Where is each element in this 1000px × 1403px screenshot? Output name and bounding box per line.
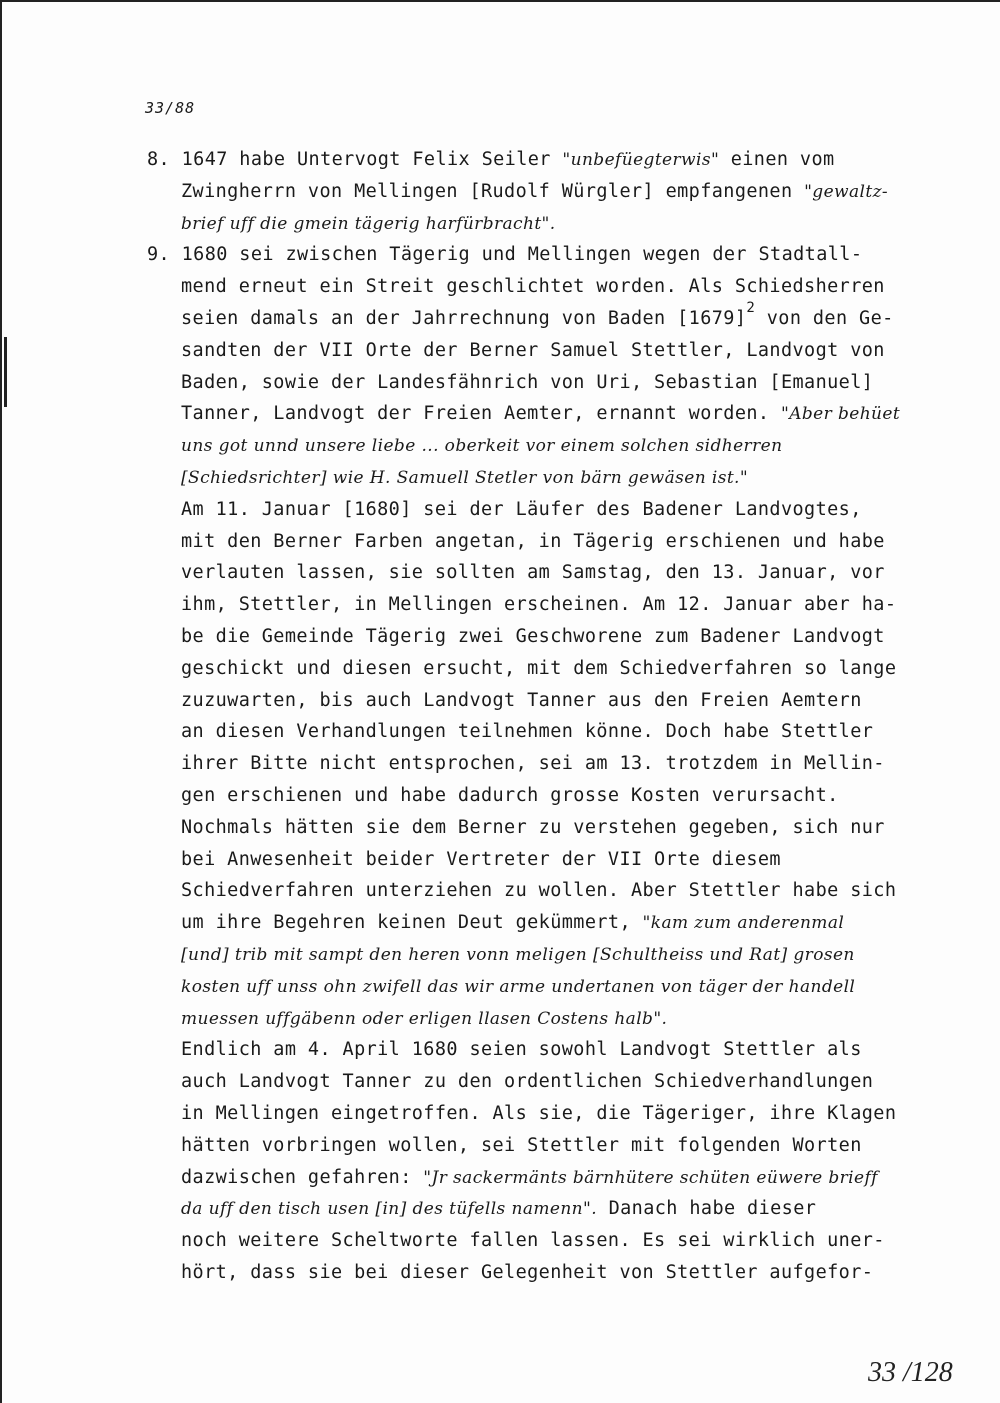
text-segment: auch Landvogt Tanner zu den ordentlichen Schiedverhandlungen — [181, 1071, 874, 1093]
text-line — [147, 1257, 937, 1289]
quoted-text: "Jr sackermänts bärnhütere schüten eüwere brieff — [423, 1167, 878, 1188]
margin-mark — [4, 337, 13, 407]
text-segment: ihm, Stettler, in Mellingen erscheinen. Am 12. Januar aber ha- — [181, 594, 897, 616]
text-line — [147, 430, 937, 462]
text-line — [147, 716, 937, 748]
text-segment: hört, dass sie bei dieser Gelegenheit von Stettler aufgefor- — [181, 1261, 874, 1283]
text-line — [147, 685, 937, 717]
text-line — [147, 875, 937, 907]
text-segment: Danach habe dieser — [597, 1198, 817, 1220]
text-segment: sandten der VII Orte der Berner Samuel Stettler, Landvogt von — [181, 339, 885, 361]
quoted-text: brief uff die gmein tägerig harfürbracht". — [181, 213, 556, 234]
text-segment: zuzuwarten, bis auch Landvogt Tanner aus den Freien Aemtern — [181, 689, 862, 711]
text-segment: Tanner, Landvogt der Freien Aemter, ernannt worden. — [181, 403, 781, 425]
text-segment: Baden, sowie der Landesfähnrich von Uri, Sebastian [Emanuel] — [181, 371, 874, 393]
page-reference: 33/88 — [145, 99, 196, 117]
text-segment: ihrer Bitte nicht entsprochen, sei am 13. trotzdem in Mellin- — [181, 753, 885, 775]
text-line — [147, 939, 937, 971]
text-line — [147, 299, 937, 335]
text-line — [147, 1066, 937, 1098]
text-line — [147, 812, 937, 844]
text-line — [147, 367, 937, 399]
text-segment: 8. 1647 habe Untervogt Felix Seiler — [147, 149, 563, 170]
text-segment: bei Anwesenheit beider Vertreter der VII Orte diesem — [181, 848, 781, 870]
text-line — [147, 271, 937, 303]
text-segment: an diesen Verhandlungen teilnehmen könne. Doch habe Stettler — [181, 721, 874, 743]
text-segment: be die Gemeinde Tägerig zwei Geschworene zum Badener Landvogt — [181, 625, 885, 647]
text-line — [147, 557, 937, 589]
text-line — [147, 621, 937, 653]
handwritten-page-number: 33 /128 — [868, 1357, 953, 1388]
text-segment: noch weitere Scheltworte fallen lassen. Es sei wirklich uner- — [181, 1230, 885, 1252]
text-segment: Am 11. Januar [1680] sei der Läufer des Badener Landvogtes, — [181, 498, 862, 520]
document-body — [147, 144, 937, 1289]
quoted-text: [Schiedsrichter] wie H. Samuell Stetler von bärn gewäsen ist." — [181, 467, 749, 488]
quoted-text: muessen uffgäbenn oder erligen llasen Costens halb". — [181, 1008, 668, 1029]
text-segment: mend erneut ein Streit geschlichtet worden. Als Schiedsherren — [181, 276, 885, 298]
text-segment: seien damals an der Jahrrechnung von Baden [1679] — [181, 307, 747, 329]
text-segment: um ihre Begehren keinen Deut gekümmert, — [181, 912, 643, 934]
text-line — [147, 239, 937, 271]
footnote-marker: 2 — [746, 299, 756, 316]
text-segment: in Mellingen eingetroffen. Als sie, die Tägeriger, ihre Klagen — [181, 1102, 897, 1124]
text-line — [147, 780, 937, 812]
text-segment: geschickt und diesen ersucht, mit dem Schiedverfahren so lange — [181, 657, 897, 679]
text-line — [147, 971, 937, 1003]
text-line — [147, 526, 937, 558]
text-line — [147, 907, 937, 939]
text-line — [147, 335, 937, 367]
text-segment: gen erschienen und habe dadurch grosse Kosten verursacht. — [181, 784, 839, 806]
text-line — [147, 398, 937, 430]
quoted-text: da uff den tisch usen [in] des tüfells namenn". — [181, 1199, 598, 1220]
text-line — [147, 1193, 937, 1225]
text-line — [147, 1225, 937, 1257]
text-segment: 9. 1680 sei zwischen Tägerig und Mellingen wegen der Stadtall- — [147, 244, 863, 266]
text-line — [147, 1003, 937, 1035]
text-line — [147, 653, 937, 685]
text-segment: mit den Berner Farben angetan, in Tägerig erschienen und habe — [181, 530, 885, 552]
text-segment: Nochmals hätten sie dem Berner zu verstehen gegeben, sich nur — [181, 816, 885, 838]
text-line — [147, 144, 937, 176]
quoted-text: "Aber behüet — [780, 404, 901, 425]
text-line — [147, 208, 937, 240]
quoted-text: "kam zum anderenmal — [642, 913, 845, 934]
text-segment: hätten vorbringen wollen, sei Stettler mit folgenden Worten — [181, 1134, 862, 1156]
text-segment: Schiedverfahren unterziehen zu wollen. Aber Stettler habe sich — [181, 880, 897, 902]
text-segment: dazwischen gefahren: — [181, 1166, 424, 1188]
text-line — [147, 1162, 937, 1194]
text-segment: von den Ge- — [755, 307, 894, 329]
text-line — [147, 1034, 937, 1066]
quoted-text: kosten uff unss ohn zwifell das wir arme undertanen von täger der handell — [181, 976, 856, 997]
quoted-text: "unbefüegterwis" — [562, 150, 720, 170]
text-segment: Zwingherrn von Mellingen [Rudolf Würgler] empfangenen — [181, 180, 805, 202]
quoted-text: uns got unnd unsere liebe ... oberkeit vor einem solchen sidherren — [181, 436, 783, 457]
text-line — [147, 462, 937, 494]
quoted-text: "gewaltz- — [804, 181, 889, 202]
text-line — [147, 844, 937, 876]
text-line — [147, 589, 937, 621]
text-segment: Endlich am 4. April 1680 seien sowohl Landvogt Stettler als — [181, 1039, 862, 1061]
text-line — [147, 176, 937, 208]
quoted-text: [und] trib mit sampt den heren vonn meligen [Schultheiss und Rat] grosen — [181, 944, 855, 965]
text-line — [147, 1130, 937, 1162]
text-segment: einen vom — [719, 149, 835, 170]
text-segment: verlauten lassen, sie sollten am Samstag, den 13. Januar, vor — [181, 562, 885, 584]
text-line — [147, 1098, 937, 1130]
text-line — [147, 748, 937, 780]
text-line — [147, 494, 937, 526]
